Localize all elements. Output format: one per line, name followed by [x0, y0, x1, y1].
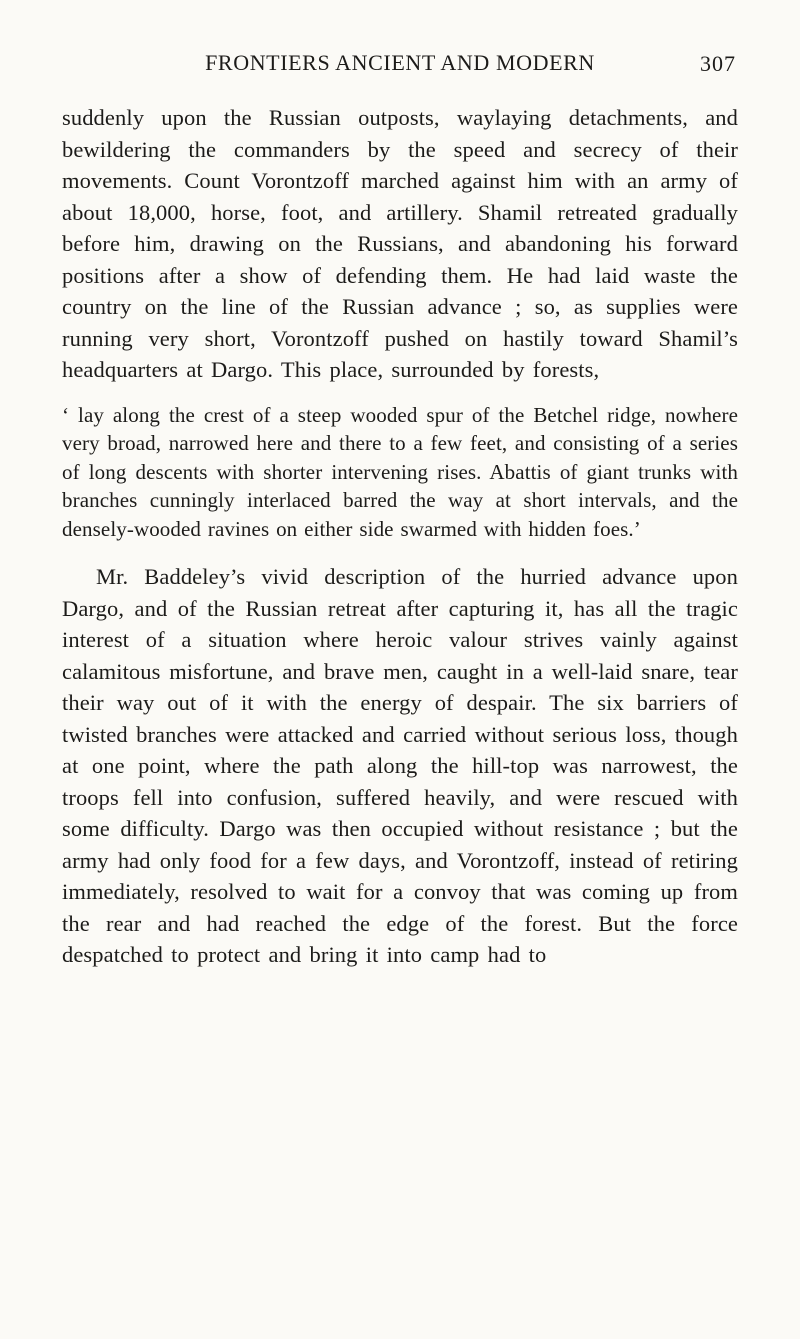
- paragraph: Mr. Baddeley’s vivid description of the hurried advance upon Dargo, and of the Russian retreat after capturing it, has all the tragic interest of a situation where heroic valour strives vainly against calamitous misfortune, and brave men, caught in a well-laid snare, tear their way out of it with the energy of despair. The six barriers of twisted branches were attacked and carried without serious loss, though at one point, where the path along the hill-top was narrowest, the troops fell into confusion, suffered heavily, and were rescued with some difficulty. Dargo was then occupied without resistance ; but the army had only food for a few days, and Vorontzoff, instead of retiring immediately, resolved to wait for a convoy that was coming up from the rear and had reached the edge of the forest. But the force despatched to protect and bring it into camp had to: [62, 564, 738, 967]
- block-quote: ‘ lay along the crest of a steep wooded spur of the Betchel ridge, nowhere very broad, narrowed here and there to a few feet, and consisting of a series of long descents with shorter intervening rises. Abattis of giant trunks with branches cunningly interlaced barred the way at short intervals, and the densely-wooded ravines on either side swarmed with hidden foes.’: [62, 402, 738, 541]
- page-title: FRONTIERS ANCIENT AND MODERN: [205, 50, 595, 75]
- page-number: 307: [700, 51, 736, 76]
- paragraph-continuation: suddenly upon the Russian outposts, waylaying detachments, and bewildering the commanders by the speed and secrecy of their movements. Count Vorontzoff marched against him with an army of about 18,000, horse, foot, and artillery. Shamil retreated gradually before him, drawing on the Russians, and abandoning his forward positions after a show of defending them. He had laid waste the country on the line of the Russian advance ; so, as supplies were running very short, Vorontzoff pushed on hastily toward Shamil’s headquarters at Dargo. This place, surrounded by forests,: [62, 105, 738, 382]
- running-header: [62, 50, 738, 76]
